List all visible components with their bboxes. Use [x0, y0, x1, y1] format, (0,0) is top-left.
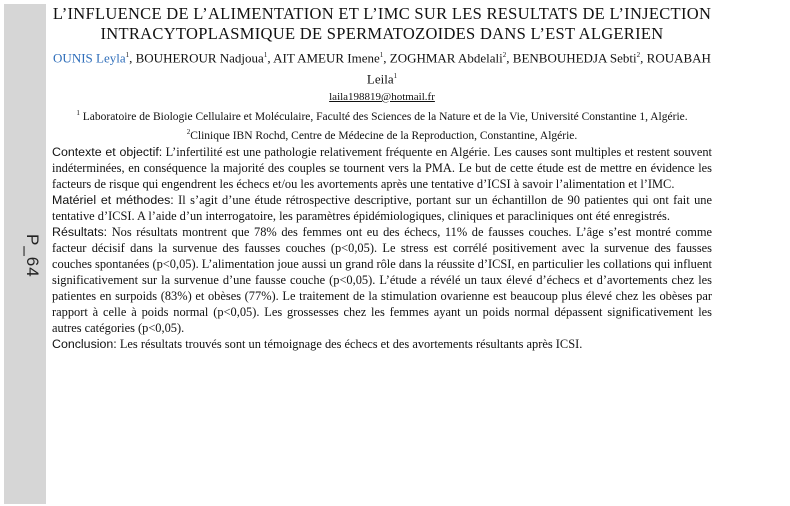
author-first-sup: 1	[125, 51, 130, 59]
author-first: OUNIS Leyla	[53, 50, 126, 66]
author-sup: 1	[263, 51, 268, 59]
conclusion-paragraph	[52, 336, 712, 352]
methods-text: Il s’agit d’une étude rétrospective descriptive, portant sur un échantillon de 90 patientes qui ont fait une tentative d’ICSI. A l’aide d’un interrogatoire, les paramètres épidémiologiques, cliniques et paracliniques ont été enregistrés.	[52, 193, 712, 224]
author-sep: ,	[129, 50, 136, 66]
author-name: ROUABAH Leila	[366, 50, 711, 87]
affiliation-1	[52, 105, 712, 125]
conclusion-text: Les résultats trouvés sont un témoignage des échecs et des avortements résultants après ICSI.	[116, 337, 583, 352]
conclusion-heading: Conclusion:	[52, 337, 117, 352]
paper-title: L’INFLUENCE DE L’ALIMENTATION ET L’IMC SUR LES RESULTATS DE L’INJECTION INTRACYTOPLASMIQUE DE SPERMATOZOIDES DANS L’EST ALGERIEN	[52, 4, 712, 43]
results-paragraph	[52, 224, 712, 336]
author-sep: ,	[267, 50, 274, 66]
abstract-content	[52, 4, 712, 352]
author-name: AIT AMEUR Imene	[273, 50, 380, 66]
contact-email	[52, 90, 712, 105]
author-sep: ,	[640, 50, 647, 66]
author-list	[52, 46, 712, 89]
context-paragraph	[52, 144, 712, 192]
author-name: ZOGHMAR Abdelali	[389, 50, 503, 66]
affiliation-sup: 1	[76, 108, 80, 117]
affiliation-text: Clinique IBN Rochd, Centre de Médecine de la Reproduction, Constantine, Algérie.	[190, 130, 578, 143]
methods-heading: Matériel et méthodes:	[52, 193, 174, 208]
author-sup: 2	[636, 51, 641, 59]
affiliation-2	[52, 124, 712, 144]
methods-paragraph	[52, 192, 712, 224]
author-name: BOUHEROUR Nadjoua	[135, 50, 264, 66]
poster-code-label: P_64	[23, 234, 42, 278]
author-sup: 2	[502, 51, 507, 59]
affiliation-sup: 2	[186, 128, 191, 137]
author-sup: 1	[379, 51, 384, 59]
affiliation-text: Laboratoire de Biologie Cellulaire et Moléculaire, Faculté des Sciences de la Nature et de la Vie, Université Constantine 1, Algérie.	[79, 110, 688, 123]
side-bar	[4, 4, 46, 504]
author-sep: ,	[383, 50, 390, 66]
context-text: L’infertilité est une pathologie relativement fréquente en Algérie. Les causes sont multiples et restent souvent indéterminées, en conséquence la majorité des couples se tournent vers la PMA. Le but de cette étude est de mettre en évidence les facteurs de risque qui engendrent les échecs et/ou les avortements après une tentative d’ICSI à savoir l’alimentation et l’IMC.	[52, 145, 712, 192]
email-link[interactable]: laila198819@hotmail.fr	[329, 90, 435, 103]
context-heading: Contexte et objectif:	[52, 145, 163, 160]
author-name: BENBOUHEDJA Sebti	[512, 50, 637, 66]
results-heading: Résultats:	[52, 225, 108, 240]
author-sep: ,	[506, 50, 513, 66]
results-text: Nos résultats montrent que 78% des femmes ont eu des échecs, 11% de fausses couches. L’âge s’est montré comme facteur décisif dans la survenue des fausses couches (p<0,05). Le stress est corrélé positivement avec la survenue des fausses couches spontanées (p<0,05). L’alimentation joue aussi un grand rôle dans la réussite d’ICSI, en particulier les collations qui influent significativement sur la survenue d’une fausse couche (p<0,05). L’étude a révélé un taux élevé d’échecs et d’avortements chez les patientes en surpoids (83%) et obèses (77%). Le traitement de la stimulation ovarienne est beaucoup plus élevé chez les obèses par rapport à celle à poids normal (p<0,05). Les grossesses chez les femmes ayant un poids normal dépassent significativement les autres catégories (p<0,05).	[52, 225, 712, 336]
author-sup: 1	[393, 72, 398, 81]
